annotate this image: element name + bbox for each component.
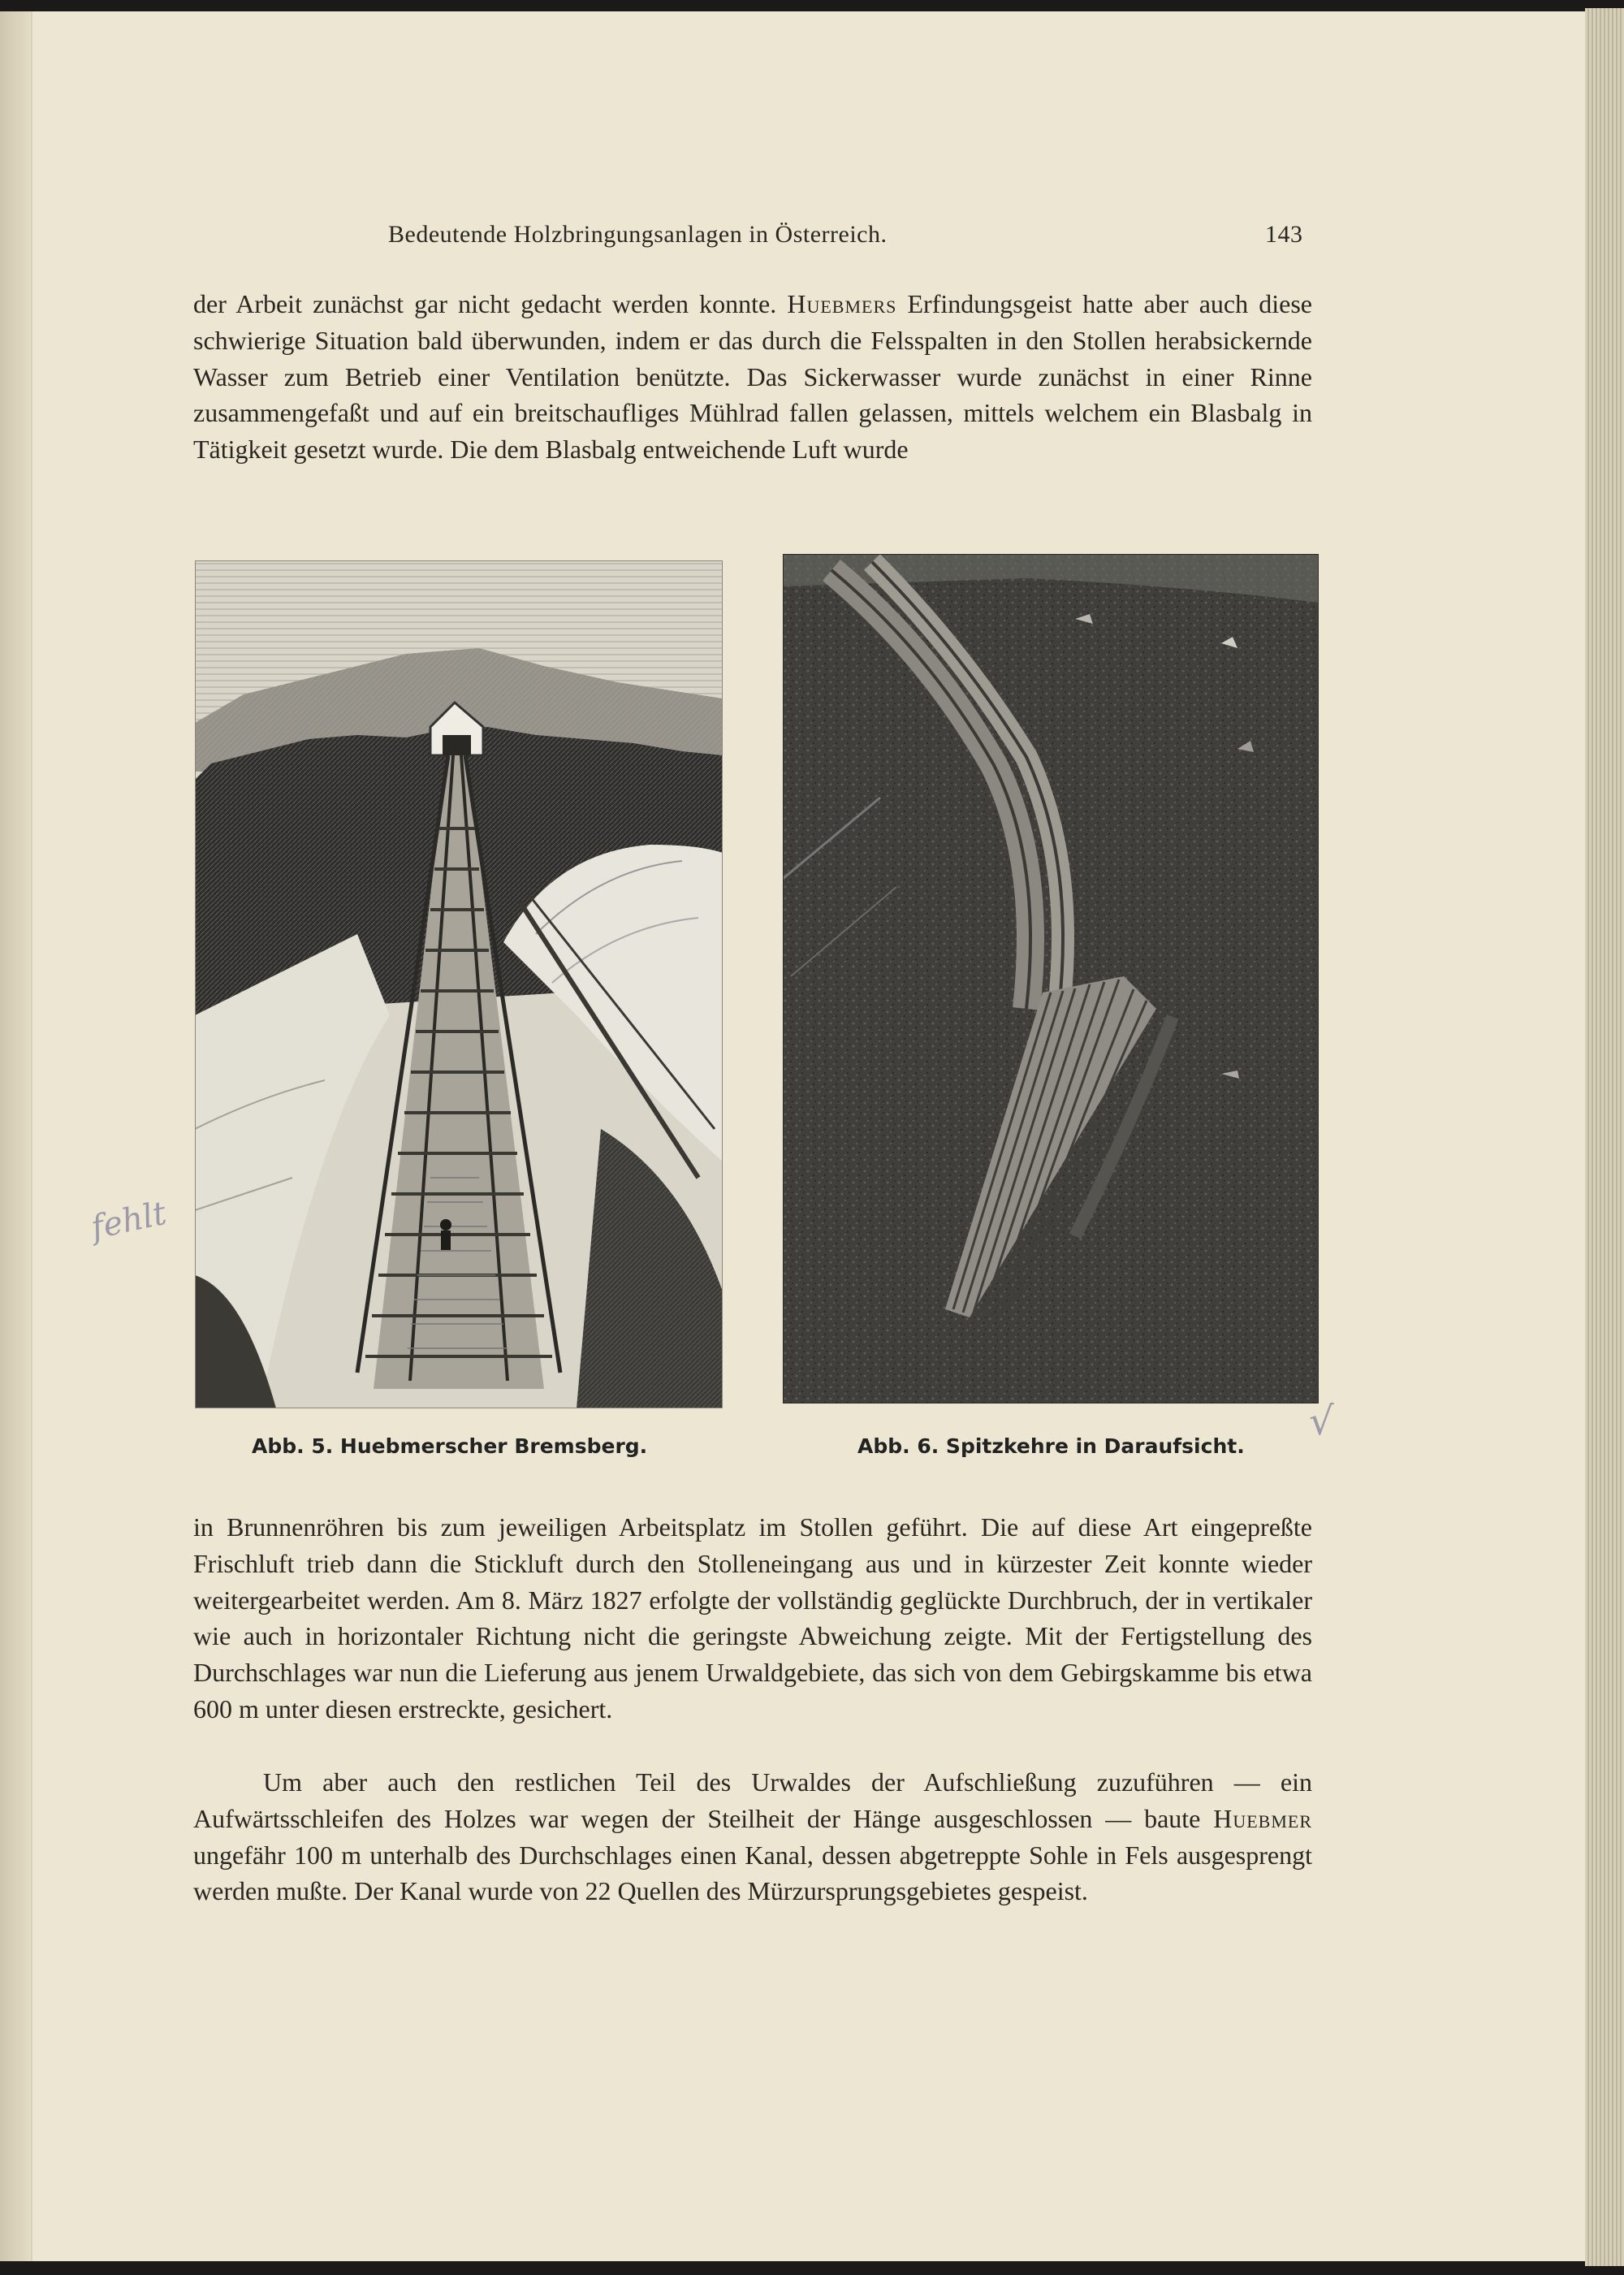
engraving-incline-railway-icon	[195, 560, 723, 1408]
book-gutter	[0, 11, 31, 2261]
photo-timber-chute-hairpin-icon	[783, 554, 1319, 1403]
page-edges	[1585, 8, 1624, 2266]
paragraph-1-text-b: Erfindungsgeist hatte aber auch diese schwierige Situation bald überwunden, indem er das durch die Felsspalten in den Stollen herabsickernde Wasser zum Betrieb einer Ventilation benützte. Das Sickerwasser wurde zunächst in einer Rinne zusammengefaßt und auf ein breitschaufliges Mühlrad fallen gelassen, mittels welchem ein Blasbalg in Tätigkeit gesetzt wurde. Die dem Blasbalg entweichende Luft wurde	[193, 289, 1313, 465]
author-name: Huebmers	[787, 289, 897, 318]
figure-5-caption: Abb. 5. Huebmerscher Bremsberg.	[252, 1434, 648, 1458]
author-name-2: Huebmer	[1213, 1803, 1312, 1833]
margin-checkmark: √	[1309, 1399, 1334, 1444]
paragraph-3-text-a: Um aber auch den restlichen Teil des Urwaldes der Aufschließung zuzuführen — ein Aufwärtsschleifen des Holzes war wegen der Steilheit der Hänge ausgeschlossen — baute	[193, 1767, 1312, 1833]
running-title: Bedeutende Holzbringungsanlagen in Österreich.	[388, 221, 888, 248]
figure-6-photo	[783, 554, 1319, 1403]
page-number: 143	[1265, 221, 1303, 248]
paragraph-2: in Brunnenröhren bis zum jeweiligen Arbeitsplatz im Stollen geführt. Die auf diese Art eingepreßte Frischluft trieb dann die Stickluft durch den Stolleneingang aus und in kürzester Zeit konnte wieder weitergearbeitet werden. Am 8. März 1827 erfolgte der vollständig geglückte Durchbruch, der in vertikaler wie auch in horizontaler Richtung nicht die geringste Abweichung zeigte. Mit der Fertigstellung des Durchschlages war nun die Lieferung aus jenem Urwaldgebiete, das sich von dem Gebirgskamme bis etwa 600 m unter diesen erstreckte, gesichert.	[193, 1512, 1312, 1724]
figure-6-caption: Abb. 6. Spitzkehre in Daraufsicht.	[857, 1434, 1245, 1458]
paragraph-3-text-b: ungefähr 100 m unterhalb des Durchschlages einen Kanal, dessen abgetreppte Sohle in Fels ausgesprengt werden mußte. Der Kanal wurde von 22 Quellen des Mürzursprungsgebietes gespeist.	[193, 1840, 1312, 1906]
paragraph-3	[193, 1764, 1312, 1910]
paragraph-1	[193, 286, 1312, 468]
paragraph-1-text-a: der Arbeit zunächst gar nicht gedacht werden konnte.	[193, 289, 788, 318]
margin-note-fehlt: fehlt	[88, 1194, 170, 1248]
figure-5-engraving	[195, 560, 723, 1408]
